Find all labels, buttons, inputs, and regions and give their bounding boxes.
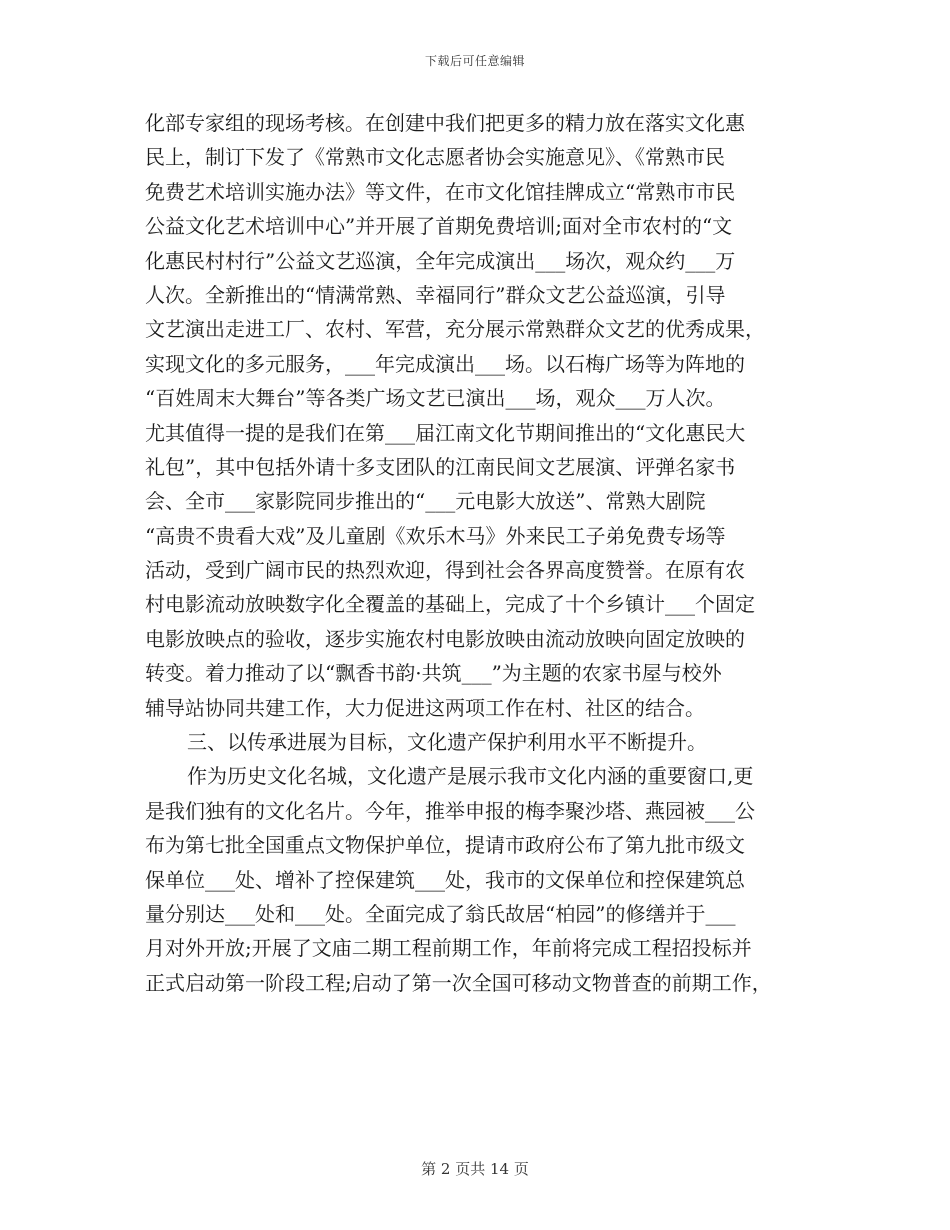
text-line: 实现文化的多元服务，___年完成演出___场。以石梅广场等为阵地的	[145, 351, 745, 376]
text-line: 辅导站协同共建工作，大力促进这两项工作在村、社区的结合。	[145, 695, 705, 720]
text-line: 会、全市___家影院同步推出的“___元电影大放送”、常熟大剧院	[145, 489, 706, 514]
text-line: 量分别达___处和___处。全面完成了翁氏故居“柏园”的修缮并于___	[145, 901, 736, 926]
text-line: 村电影流动放映数字化全覆盖的基础上，完成了十个乡镇计___个固定	[145, 592, 755, 617]
text-line: 布为第七批全国重点文物保护单位，提请市政府公布了第九批市级文	[145, 833, 745, 858]
text-line: 转变。着力推动了以“飘香书韵·共筑___”为主题的农家书屋与校外	[145, 661, 722, 686]
text-line: 公益文化艺术培训中心”并开展了首期免费培训;面对全市农村的“文	[145, 214, 733, 239]
page-header: 下载后可任意编辑	[424, 54, 525, 68]
text-line: 化部专家组的现场考核。在创建中我们把更多的精力放在落实文化惠	[145, 111, 745, 135]
text-line: 月对外开放;开展了文庙二期工程前期工作，年前将完成工程招投标并	[145, 936, 752, 961]
paragraph-start-line: 作为历史文化名城，文化遗产是展示我市文化内涵的重要窗口,更	[187, 764, 754, 789]
document-body	[145, 106, 825, 1000]
text-line: 人次。全新推出的“情满常熟、幸福同行”群众文艺公益巡演，引导	[145, 282, 726, 307]
text-line: 文艺演出走进工厂、农村、军营，充分展示常熟群众文艺的优秀成果，	[145, 317, 765, 342]
text-line: 礼包”，其中包括外请十多支团队的江南民间文艺展演、评弹名家书	[145, 454, 736, 479]
section-heading: 三、以传承进展为目标，文化遗产保护利用水平不断提升。	[187, 730, 707, 755]
text-line: 活动，受到广阔市民的热烈欢迎，得到社会各界高度赞誉。在原有农	[145, 558, 745, 583]
text-line: 民上，制订下发了《常熟市文化志愿者协会实施意见》、《常熟市民	[145, 145, 725, 170]
text-line: 电影放映点的验收，逐步实施农村电影放映由流动放映向固定放映的	[145, 626, 745, 651]
text-line: “高贵不贵看大戏”及儿童剧《欢乐木马》外来民工子弟免费专场等	[145, 523, 726, 548]
text-line: 尤其值得一提的是我们在第___届江南文化节期间推出的“文化惠民大	[145, 420, 746, 445]
text-line: “百姓周末大舞台”等各类广场文艺已演出___场，观众___万人次。	[145, 386, 726, 411]
page-footer: 第 2 页共 14 页	[421, 1160, 529, 1178]
text-line: 正式启动第一阶段工程;启动了第一次全国可移动文物普查的前期工作，	[145, 970, 772, 995]
text-line: 免费艺术培训实施办法》等文件，在市文化馆挂牌成立“常熟市市民	[145, 179, 736, 204]
text-line: 化惠民村村行”公益文艺巡演，全年完成演出___场次，观众约___万	[145, 248, 736, 273]
text-line: 保单位___处、增补了控保建筑___处，我市的文保单位和控保建筑总	[145, 867, 745, 892]
text-line: 是我们独有的文化名片。今年，推举申报的梅李聚沙塔、燕园被___公	[145, 798, 755, 823]
